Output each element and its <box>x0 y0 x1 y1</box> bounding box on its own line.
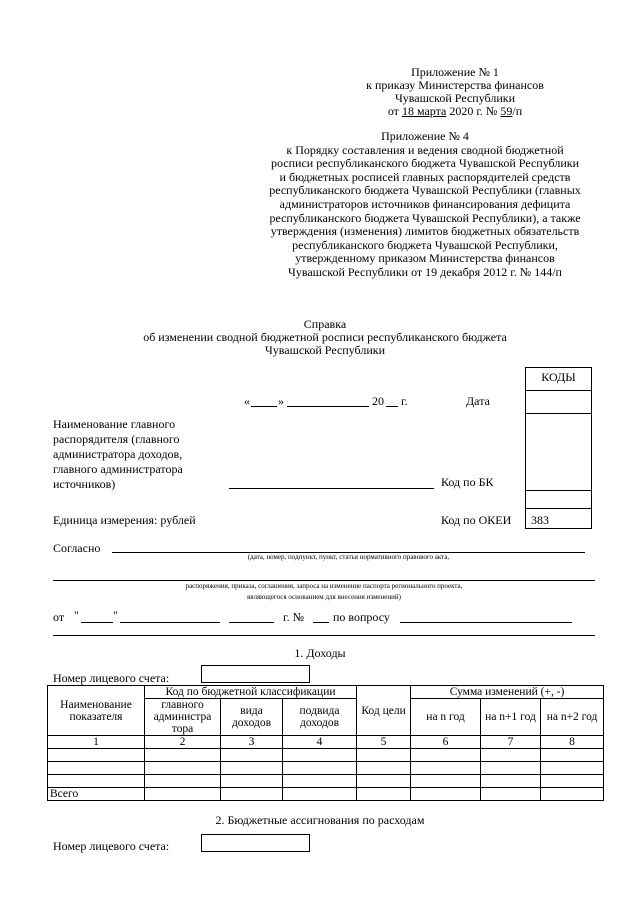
manager-label: администратора доходов, <box>53 447 183 461</box>
column-number: 7 <box>481 736 541 749</box>
column-number: 2 <box>145 736 221 749</box>
quote-open: " <box>74 608 79 622</box>
okei-value: 383 <box>531 513 549 527</box>
codes-box <box>525 367 592 529</box>
header-year-n2: на n+2 год <box>541 699 604 736</box>
appendix1-day: 18 марта <box>401 104 447 118</box>
manager-label: главного администратора <box>53 462 183 476</box>
appendix1-number: 59 <box>500 104 513 118</box>
appendix4-line: республиканского бюджета Чувашской Республики), а также <box>269 210 581 225</box>
appendix4-title: Приложение № 4 <box>381 129 469 143</box>
column-number-row <box>48 736 604 749</box>
kbk-label: Код по БК <box>441 475 494 489</box>
header-goal: Код цели <box>357 686 411 736</box>
appendix4-line: к Порядку составления и ведения сводной бюджетной <box>286 142 564 157</box>
agreed-note-2: распоряжения, приказа, соглашения, запроса на изменение паспорта регионального проекта, <box>185 582 463 590</box>
manager-input-line[interactable] <box>229 488 434 489</box>
column-number: 3 <box>221 736 283 749</box>
column-number: 6 <box>411 736 481 749</box>
table-row[interactable] <box>48 762 604 775</box>
from-day-line[interactable] <box>81 622 113 623</box>
header-year-n1: на n+1 год <box>481 699 541 736</box>
question-input-line-2[interactable] <box>53 635 595 636</box>
appendix1-date-prefix: от <box>387 104 399 118</box>
appendix1-date-line <box>340 105 570 118</box>
manager-label: Наименование главного <box>53 417 176 431</box>
section2-account-input[interactable] <box>201 834 310 852</box>
appendix4-line: росписи республиканского бюджета Чувашской Республики <box>271 156 579 171</box>
agreed-note-1: (дата, номер, подпункт, пункт, статья нормативного правового акта, <box>247 553 450 561</box>
section1-account-label: Номер лицевого счета: <box>53 671 170 685</box>
date-year: 20 <box>372 394 384 408</box>
agreed-label: Согласно <box>53 541 101 555</box>
table-row[interactable] <box>48 749 604 762</box>
agreed-input-line-2[interactable] <box>53 580 595 581</box>
date-close: » <box>278 394 284 408</box>
section2-title: 2. Бюджетные ассигнования по расходам <box>215 813 425 827</box>
number-input-line[interactable] <box>313 622 329 623</box>
header-type: вида доходов <box>221 699 283 736</box>
table-row[interactable] <box>48 775 604 788</box>
from-year-line[interactable] <box>229 622 274 623</box>
question-input-line[interactable] <box>400 622 572 623</box>
total-label: Всего <box>48 788 145 801</box>
document-subtitle-2: Чувашской Республики <box>264 343 386 357</box>
column-number: 4 <box>283 736 357 749</box>
document-subtitle: об изменении сводной бюджетной росписи республиканского бюджета <box>143 330 507 344</box>
year-number-label: г. № <box>283 610 305 624</box>
section1-account-input[interactable] <box>201 665 310 683</box>
header-sum-group: Сумма изменений (+, -) <box>411 686 604 699</box>
question-label: по вопросу <box>333 610 390 624</box>
column-number: 8 <box>541 736 604 749</box>
header-admin: главного администра тора <box>145 699 221 736</box>
appendix4-line: республиканского бюджета Чувашской Республики (главных <box>269 183 581 198</box>
agreed-note-3: являющегося основанием для внесения изменений) <box>247 593 401 601</box>
manager-label: источников) <box>53 477 116 491</box>
header-subtype: подвида доходов <box>283 699 357 736</box>
appendix4-line: республиканского бюджета Чувашской Республики, <box>292 237 558 252</box>
document-title: Справка <box>303 317 347 331</box>
appendix4-line: Чувашской Республики от 19 декабря 2012 г. № 144/п <box>288 264 562 279</box>
codes-label: КОДЫ <box>541 370 576 384</box>
column-number: 5 <box>357 736 411 749</box>
appendix4-line: и бюджетных росписей главных распорядителей средств <box>279 169 571 184</box>
appendix1-number-suffix: /п <box>512 104 523 118</box>
quote-close: " <box>113 608 118 622</box>
appendix4-line: утвержденному приказом Министерства финансов <box>295 251 555 266</box>
date-label: Дата <box>466 394 490 408</box>
from-label: от <box>53 610 65 624</box>
appendix4-line: администраторов источников финансирования дефицита <box>279 196 571 211</box>
header-kbk-group: Код по бюджетной классификации <box>145 686 357 699</box>
column-number: 1 <box>48 736 145 749</box>
appendix4-line: утверждения (изменения) лимитов бюджетных обязательств <box>270 224 580 239</box>
income-table <box>47 685 604 801</box>
header-name: Наименование показателя <box>48 686 145 736</box>
appendix1-line2: Чувашской Республики <box>394 91 516 105</box>
section2-account-label: Номер лицевого счета: <box>53 839 170 853</box>
okei-label: Код по ОКЕИ <box>441 513 512 527</box>
header-year-n: на n год <box>411 699 481 736</box>
appendix1-line1: к приказу Министерства финансов <box>366 78 544 92</box>
from-month-line[interactable] <box>120 622 220 623</box>
appendix4-block <box>240 130 610 280</box>
appendix1-year: 2020 г. № <box>449 104 498 118</box>
unit-label: Единица измерения: рублей <box>53 513 196 527</box>
date-open: « <box>244 394 250 408</box>
date-year-suffix: г. <box>401 394 408 408</box>
manager-label: распорядителя (главного <box>53 432 180 446</box>
appendix1-title: Приложение № 1 <box>411 65 499 79</box>
total-row <box>48 788 604 801</box>
section1-title: 1. Доходы <box>294 646 346 660</box>
